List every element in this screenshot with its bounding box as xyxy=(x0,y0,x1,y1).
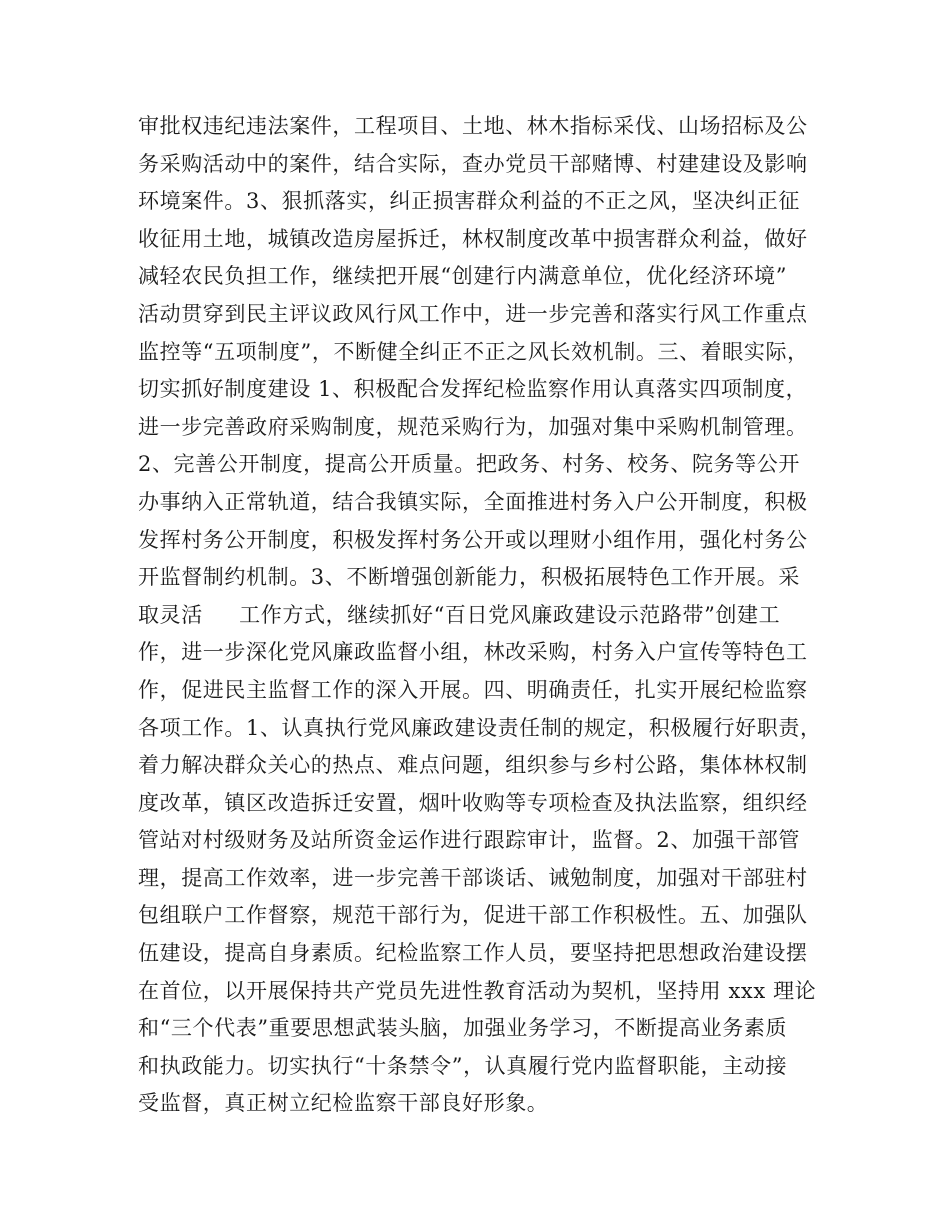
text-line: 环境案件。3、狠抓落实，纠正损害群众利益的不正之风，坚决纠正征 xyxy=(138,189,800,214)
text-line: 活动贯穿到民主评议政风行风工作中，进一步完善和落实行风工作重点 xyxy=(138,301,808,326)
text-line: 理，提高工作效率，进一步完善干部谈话、诫勉制度，加强对干部驻村 xyxy=(138,865,808,890)
text-line: 切实抓好制度建设 1、积极配合发挥纪检监察作用认真落实四项制度， xyxy=(138,377,808,402)
text-line: 和执政能力。切实执行“十条禁令”，认真履行党内监督职能，主动接 xyxy=(138,1053,788,1078)
text-line: 发挥村务公开制度，积极发挥村务公开或以理财小组作用，强化村务公 xyxy=(138,527,808,552)
text-line: 收征用土地，城镇改造房屋拆迁，林权制度改革中损害群众利益，做好 xyxy=(138,226,808,251)
text-line: 审批权违纪违法案件，工程项目、土地、林木指标采伐、山场招标及公 xyxy=(138,114,808,138)
text-line: 包组联户工作督察，规范干部行为，促进干部工作积极性。五、加强队 xyxy=(138,903,808,928)
text-line: 取灵活 工作方式，继续抓好“百日党风廉政建设示范路带”创建工 xyxy=(138,602,781,627)
text-line: 和“三个代表”重要思想武装头脑，加强业务学习，不断提高业务素质 xyxy=(138,1016,788,1041)
text-line: 着力解决群众关心的热点、难点问题，组织参与乡村公路，集体林权制 xyxy=(138,753,808,778)
text-line: 度改革，镇区改造拆迁安置，烟叶收购等专项检查及执法监察，组织经 xyxy=(138,790,808,815)
body-text xyxy=(138,108,838,1123)
text-line: 开监督制约机制。3、不断增强创新能力，积极拓展特色工作开展。采 xyxy=(138,565,800,590)
text-line: 监控等“五项制度”，不断健全纠正不正之风长效机制。三、着眼实际， xyxy=(138,339,809,364)
text-line: 办事纳入正常轨道，结合我镇实际，全面推进村务入户公开制度，积极 xyxy=(138,489,808,514)
text-line: 在首位，以开展保持共产党员先进性教育活动为契机，坚持用 xxx 理论 xyxy=(138,978,817,1003)
text-line: 作，促进民主监督工作的深入开展。四、明确责任，扎实开展纪检监察 xyxy=(138,677,808,702)
text-line: 减轻农民负担工作，继续把开展“创建行内满意单位，优化经济环境” xyxy=(138,264,788,289)
text-line: 作，进一步深化党风廉政监督小组，林改采购，村务入户宣传等特色工 xyxy=(138,640,808,665)
text-line: 伍建设，提高自身素质。纪检监察工作人员，要坚持把思想政治建设摆 xyxy=(138,941,808,966)
text-line: 受监督，真正树立纪检监察干部良好形象。 xyxy=(138,1091,549,1116)
text-line: 进一步完善政府采购制度，规范采购行为，加强对集中采购机制管理。 xyxy=(138,414,808,439)
text-line: 务采购活动中的案件，结合实际，查办党员干部赌博、村建建设及影响 xyxy=(138,151,808,176)
text-line: 管站对村级财务及站所资金运作进行跟踪审计，监督。2、加强干部管 xyxy=(138,828,800,853)
text-line: 各项工作。1、认真执行党风廉政建设责任制的规定，积极履行好职责， xyxy=(138,715,822,740)
text-line: 2、完善公开制度，提高公开质量。把政务、村务、校务、院务等公开 xyxy=(138,452,800,477)
